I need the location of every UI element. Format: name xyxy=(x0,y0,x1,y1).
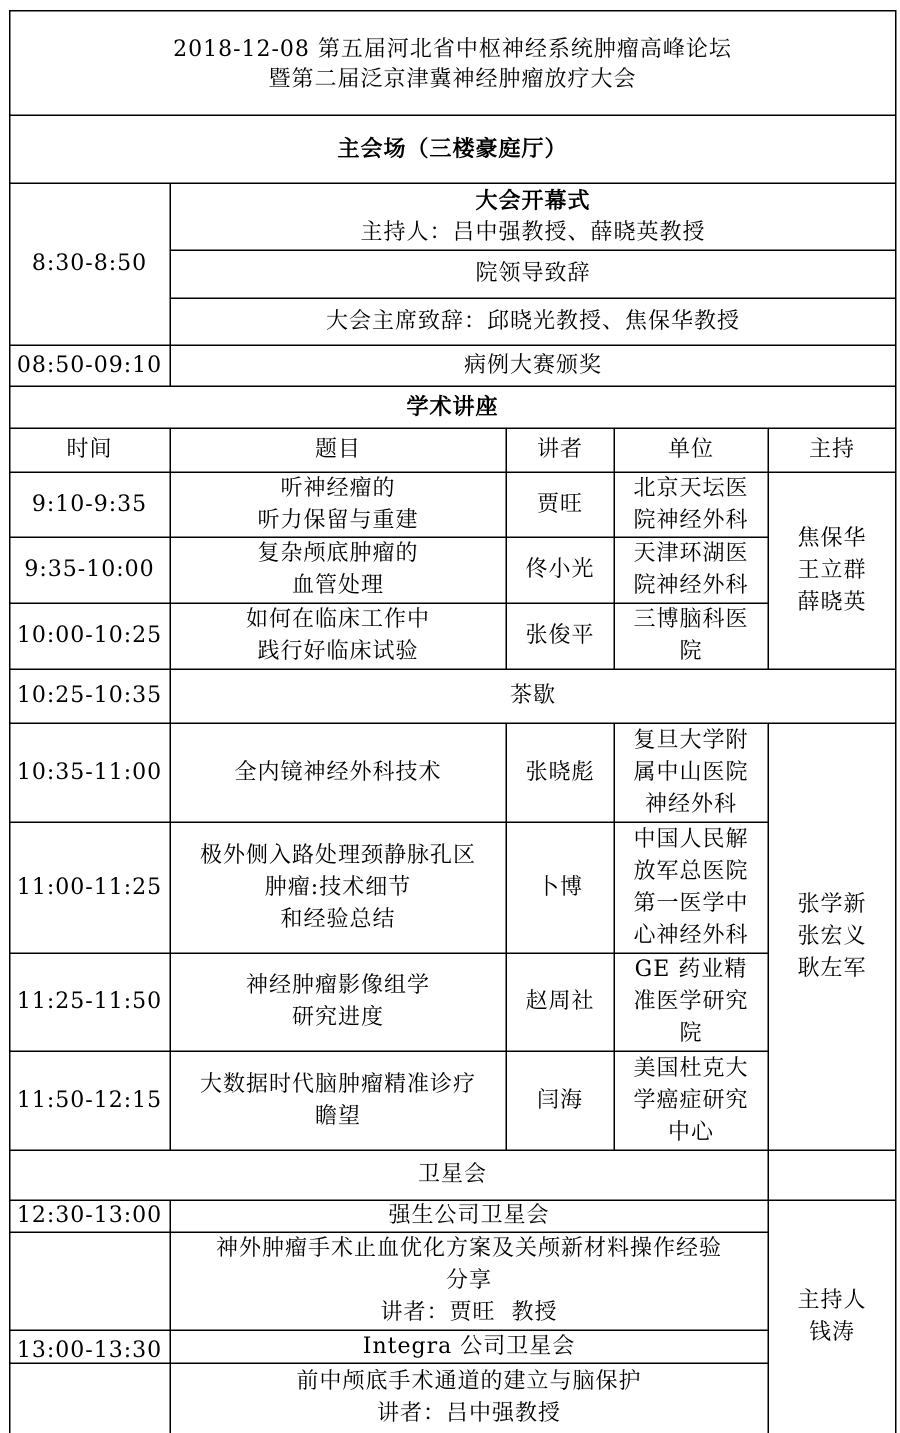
satellite-1-time: 12:30-13:00 xyxy=(16,1203,163,1228)
satellite-1-details: 神外肿瘤手术止血优化方案及关颅新材料操作经验 分享 讲者：贾旺 教授 xyxy=(215,1236,722,1325)
break-time: 10:25-10:35 xyxy=(16,683,163,708)
lecture-speaker: 赵周社 xyxy=(525,989,595,1014)
opening-item-1: 院领导致辞 xyxy=(475,261,591,286)
lecture-topic: 极外侧入路处理颈静脉孔区 肿瘤:技术细节 和经验总结 xyxy=(199,842,476,932)
break-label: 茶歇 xyxy=(509,683,556,708)
satellite-2-title: Integra 公司卫星会 xyxy=(362,1333,576,1359)
satellite-heading: 卫星会 xyxy=(417,1162,487,1187)
award-title: 病例大赛颁奖 xyxy=(463,352,602,378)
lecture-time: 9:35-10:00 xyxy=(24,557,155,582)
lecture-time: 11:25-11:50 xyxy=(16,989,163,1014)
lecture-time: 11:50-12:15 xyxy=(16,1087,163,1113)
lecture-speaker: 贾旺 xyxy=(536,491,583,517)
lecture-unit: 美国杜克大 学癌症研究 中心 xyxy=(633,1055,749,1145)
col-header-time: 时间 xyxy=(66,437,113,462)
lecture-unit: 天津环湖医 院神经外科 xyxy=(633,541,749,598)
col-header-speaker: 讲者 xyxy=(536,437,583,462)
col-header-unit: 单位 xyxy=(667,437,714,462)
opening-title: 大会开幕式 xyxy=(475,187,591,214)
satellite-2-details: 前中颅底手术通道的建立与脑保护 讲者：吕中强教授 xyxy=(296,1369,642,1426)
lecture-topic: 全内镜神经外科技术 xyxy=(234,759,442,785)
opening-host: 主持人：吕中强教授、薛晓英教授 xyxy=(360,219,706,245)
lecture-time: 10:35-11:00 xyxy=(16,759,163,785)
host-group-2: 张学新 张宏义 耿左军 xyxy=(797,891,867,981)
lecture-time: 9:10-9:35 xyxy=(31,491,148,517)
opening-item-2: 大会主席致辞：邱晓光教授、焦保华教授 xyxy=(325,308,740,334)
lecture-speaker: 张俊平 xyxy=(525,623,595,648)
col-header-host: 主持 xyxy=(808,437,855,462)
col-header-topic: 题目 xyxy=(314,437,361,462)
lecture-unit: 复旦大学附 属中山医院 神经外科 xyxy=(633,727,749,817)
lecture-speaker: 闫海 xyxy=(536,1087,583,1113)
lecture-time: 10:00-10:25 xyxy=(16,623,163,648)
opening-time: 8:30-8:50 xyxy=(31,251,148,276)
lecture-unit: 三博脑科医 院 xyxy=(633,607,749,664)
lecture-speaker: 佟小光 xyxy=(525,557,595,582)
lecture-topic: 听神经瘤的 听力保留与重建 xyxy=(257,475,419,533)
lecture-topic: 如何在临床工作中 践行好临床试验 xyxy=(245,607,430,664)
lecture-unit: 北京天坛医 院神经外科 xyxy=(633,475,749,533)
lecture-topic: 神经肿瘤影像组学 研究进度 xyxy=(245,973,430,1030)
satellite-1-title: 强生公司卫星会 xyxy=(388,1203,550,1228)
opening-title-host xyxy=(170,183,896,250)
lecture-unit: 中国人民解 放军总医院 第一医学中 心神经外科 xyxy=(633,826,749,948)
lecture-speaker: 张晓彪 xyxy=(525,759,595,785)
satellite-2-time: 13:00-13:30 xyxy=(16,1337,163,1363)
agenda-title xyxy=(9,26,896,104)
title-line-1: 2018-12-08 第五届河北省中枢神经系统肿瘤高峰论坛 xyxy=(173,37,732,62)
satellite-host: 主持人 钱涛 xyxy=(797,1287,867,1345)
lecture-topic: 复杂颅底肿瘤的 血管处理 xyxy=(257,541,419,598)
lectures-heading: 学术讲座 xyxy=(406,394,499,420)
lecture-unit: GE 药业精 准医学研究 院 xyxy=(633,957,749,1046)
lecture-topic: 大数据时代脑肿瘤精准诊疗 瞻望 xyxy=(199,1071,476,1129)
award-time: 08:50-09:10 xyxy=(16,352,163,378)
lecture-speaker: 卜博 xyxy=(536,874,583,900)
title-line-2: 暨第二届泛京津冀神经肿瘤放疗大会 xyxy=(268,67,637,92)
venue-heading: 主会场（三楼豪庭厅） xyxy=(337,136,568,162)
host-group-1: 焦保华 王立群 薛晓英 xyxy=(797,525,867,615)
lecture-time: 11:00-11:25 xyxy=(16,874,163,900)
